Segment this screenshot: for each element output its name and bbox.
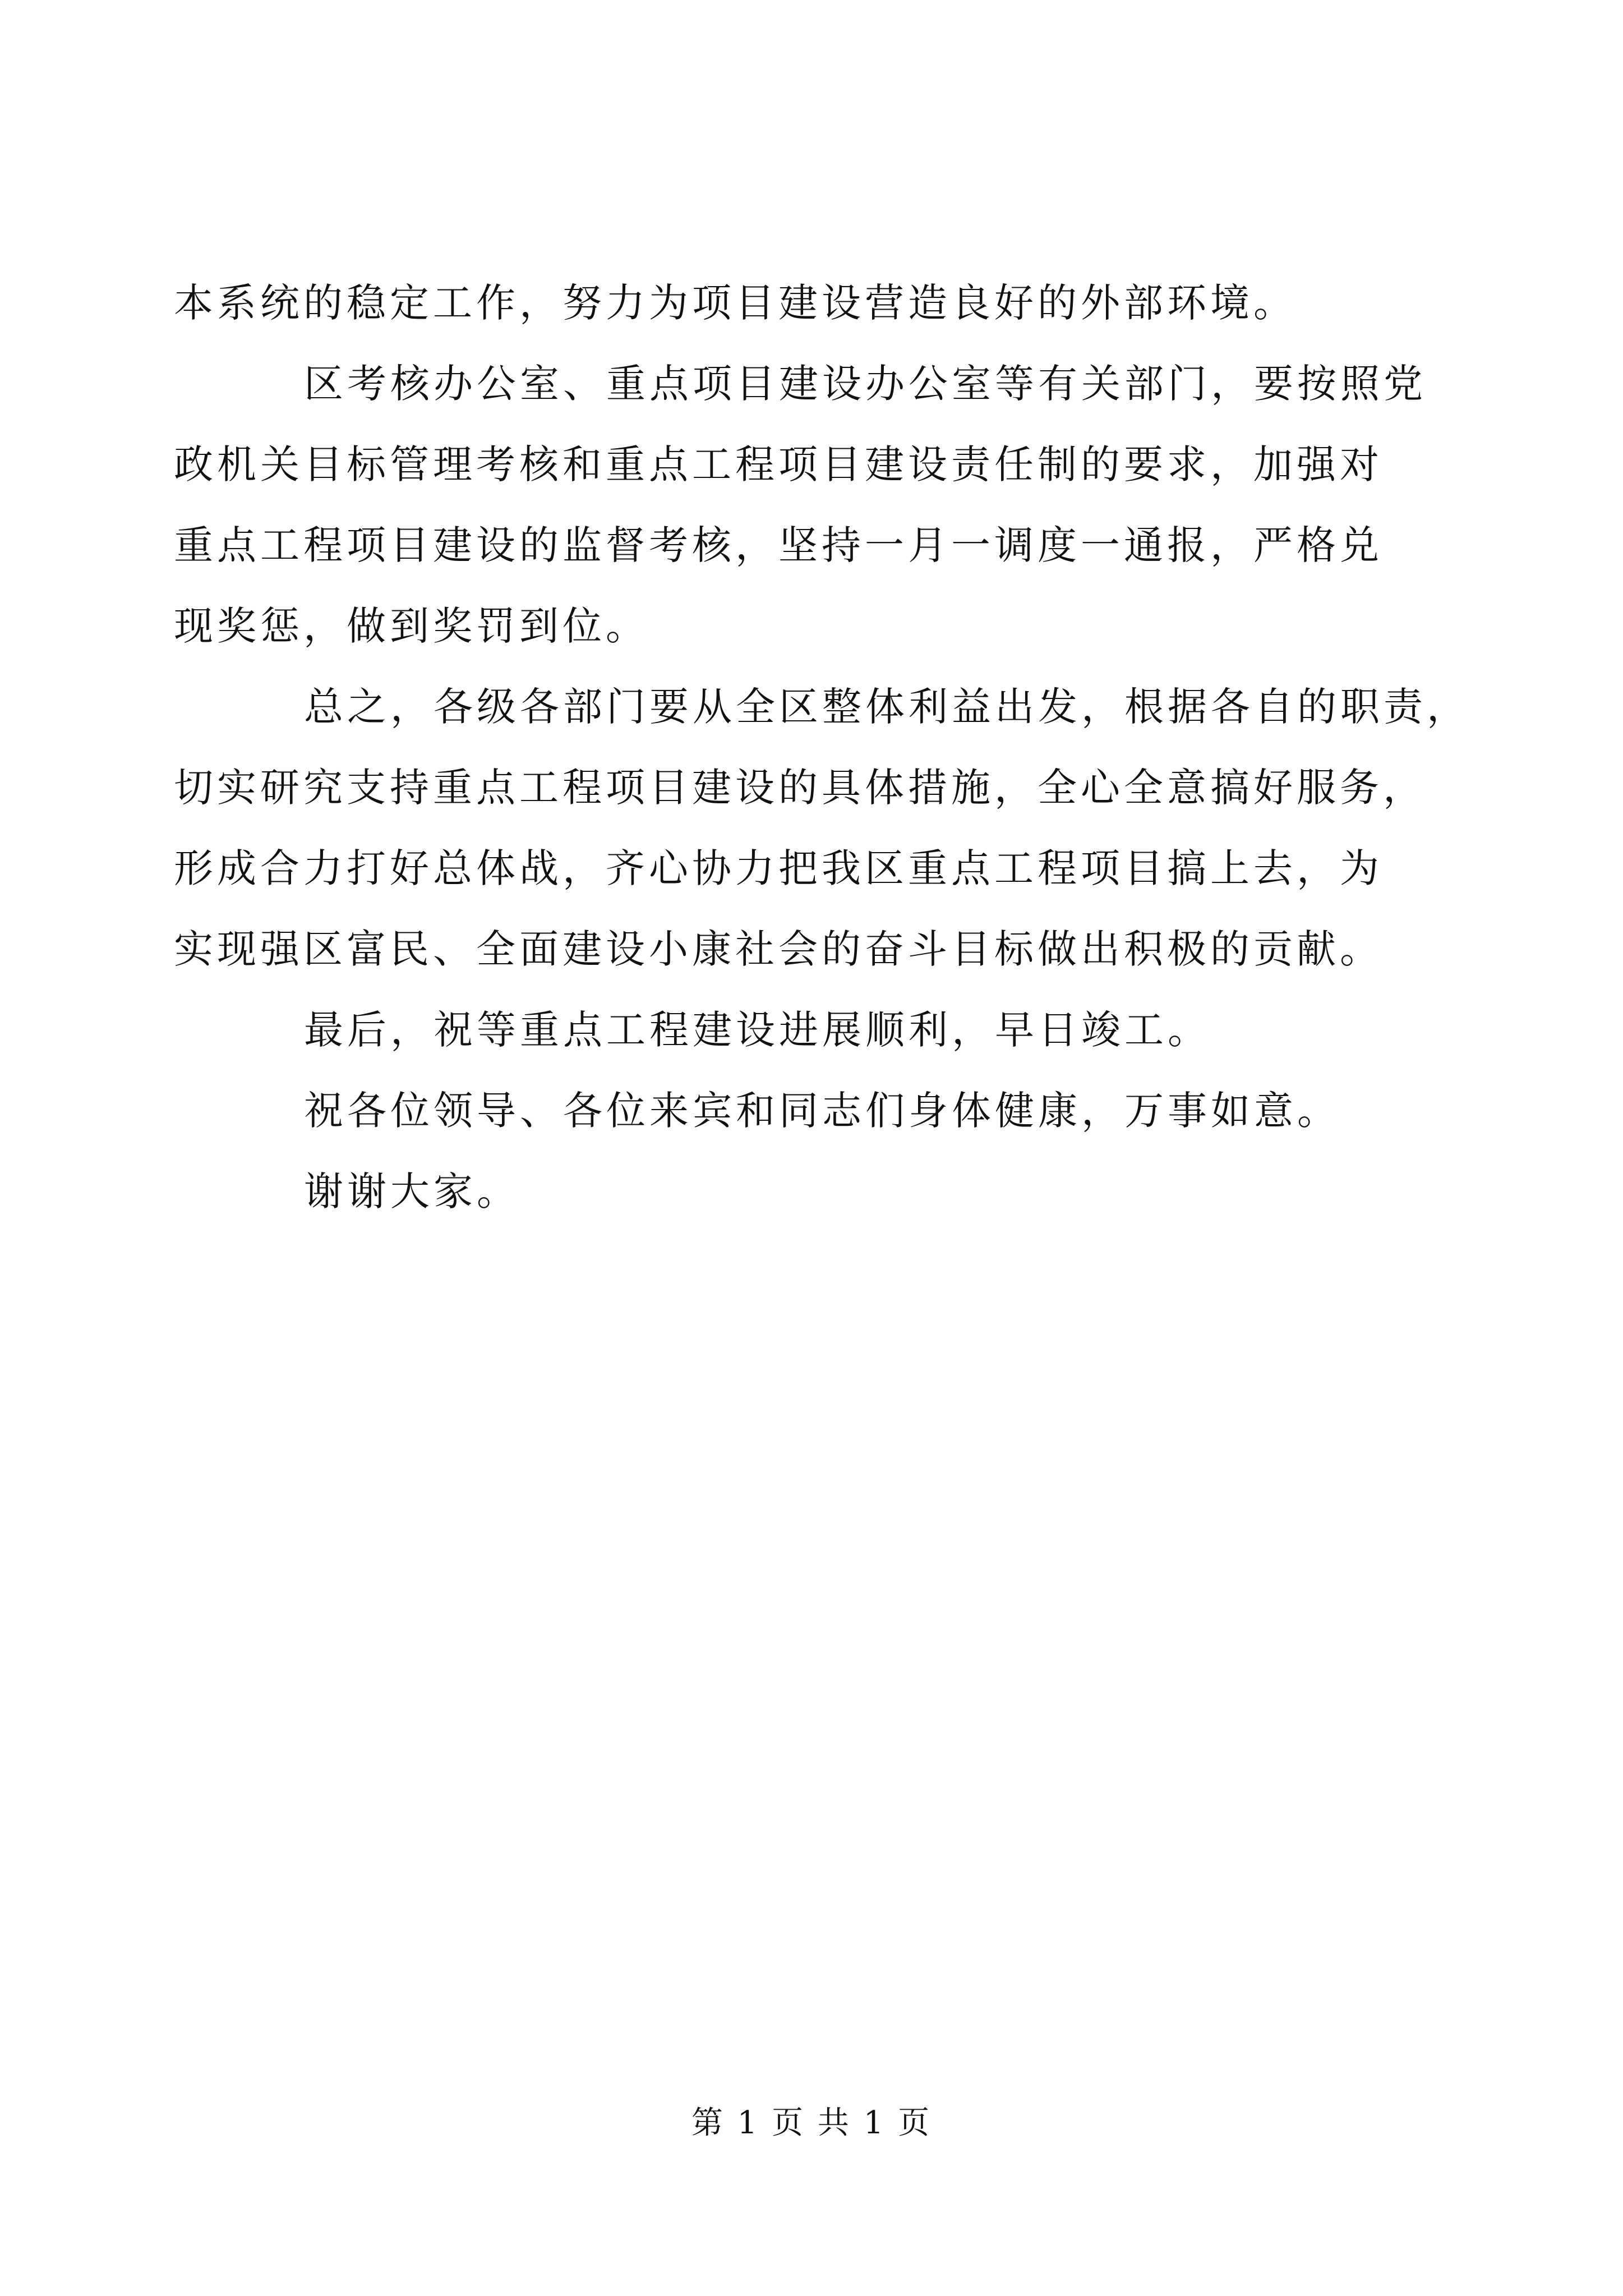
text-line: 祝各位领导、各位来宾和同志们身体健康，万事如意。 bbox=[304, 1088, 1340, 1134]
text-line: 现奖惩，做到奖罚到位。 bbox=[174, 603, 649, 649]
text-line: 切实研究支持重点工程项目建设的具体措施，全心全意搞好服务， bbox=[174, 765, 1426, 811]
text-line: 形成合力打好总体战，齐心协力把我区重点工程项目搞上去，为 bbox=[174, 845, 1383, 891]
text-line: 谢谢大家。 bbox=[304, 1168, 520, 1214]
text-line: 实现强区富民、全面建设小康社会的奋斗目标做出积极的贡献。 bbox=[174, 926, 1383, 972]
page-number-footer: 第 1 页 共 1 页 bbox=[691, 2105, 932, 2141]
text-line: 最后，祝等重点工程建设进展顺利，早日竣工。 bbox=[304, 1007, 1211, 1053]
text-line: 总之，各级各部门要从全区整体利益出发，根据各自的职责， bbox=[304, 684, 1470, 730]
text-line: 区考核办公室、重点项目建设办公室等有关部门，要按照党 bbox=[304, 361, 1427, 407]
text-line: 重点工程项目建设的监督考核，坚持一月一调度一通报，严格兑 bbox=[174, 522, 1383, 568]
text-line: 政机关目标管理考核和重点工程项目建设责任制的要求，加强对 bbox=[174, 441, 1383, 487]
document-body bbox=[174, 263, 1481, 1232]
text-line: 本系统的稳定工作，努力为项目建设营造良好的外部环境。 bbox=[174, 280, 1297, 326]
